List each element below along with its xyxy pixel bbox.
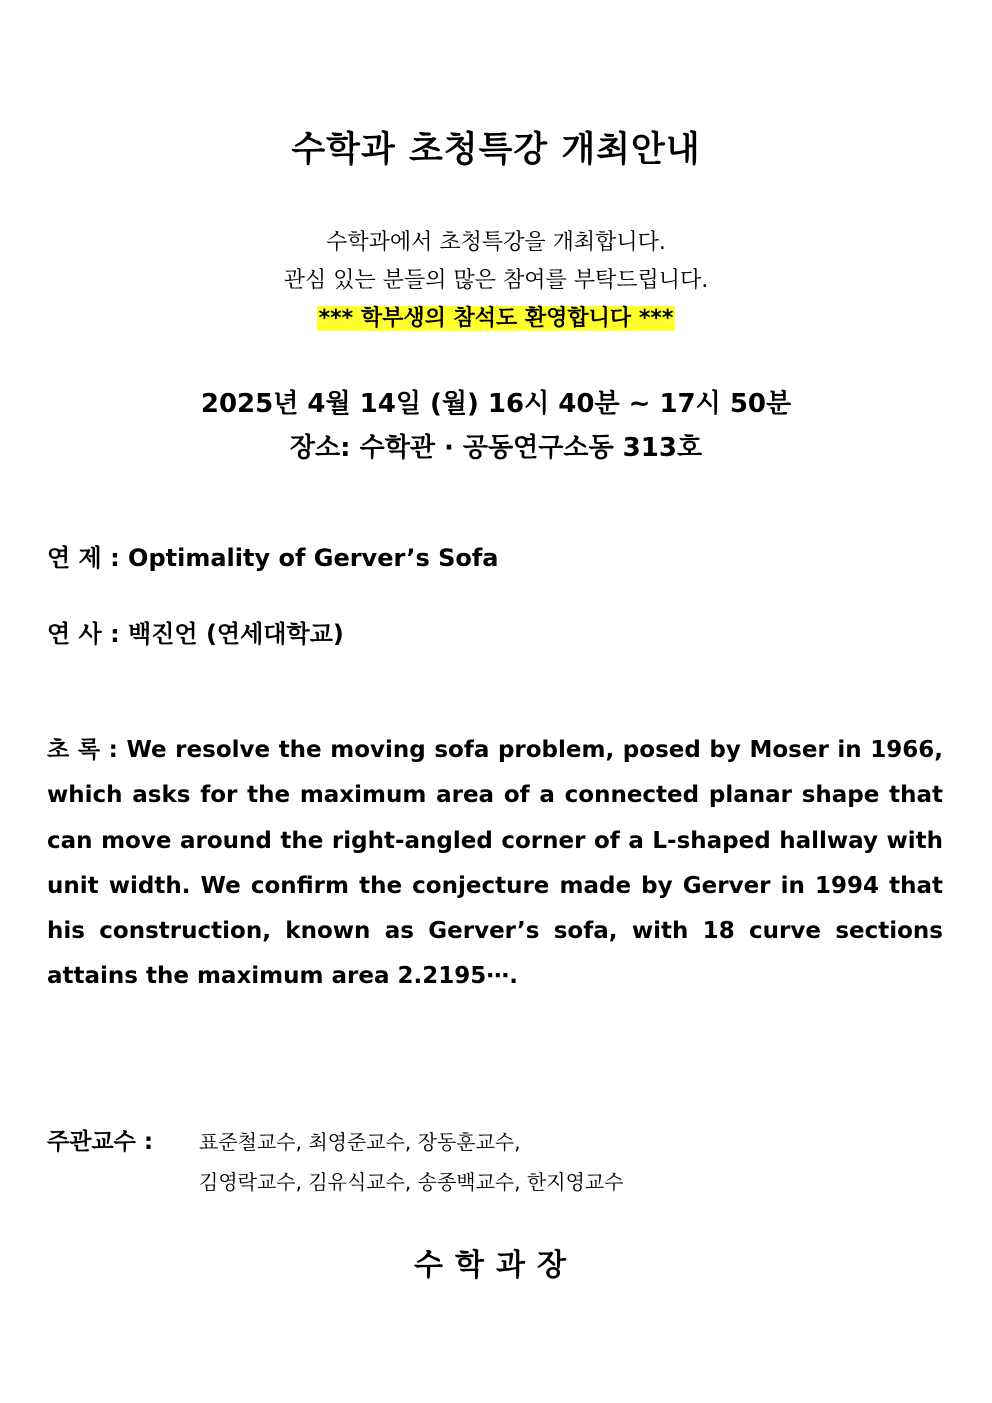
speaker-name: 백진언 (연세대학교) — [128, 620, 344, 648]
intro-highlight-line — [0, 300, 992, 338]
organizers-label: 주관교수 : — [47, 1129, 154, 1155]
speaker-label: 연 사 : — [47, 620, 129, 648]
intro-line-1: 수학과에서 초청특강을 개최합니다. — [326, 230, 666, 255]
schedule-block — [0, 382, 992, 470]
intro-highlight: *** 학부생의 참석도 환영합니다 *** — [318, 306, 674, 331]
talk-title-label: 연 제 : — [47, 544, 129, 572]
page-title: 수학과 초청특강 개최안내 — [291, 130, 701, 170]
organizers-line-1 — [47, 1122, 624, 1162]
signature: 수학과장 — [414, 1248, 578, 1283]
abstract-block — [47, 728, 943, 1000]
talk-title-row — [47, 540, 499, 576]
intro-line-2: 관심 있는 분들의 많은 참여를 부탁드립니다. — [283, 268, 709, 293]
organizers-block — [47, 1122, 624, 1202]
organizers-names-2: 김영락교수, 김유식교수, 송종백교수, 한지영교수 — [199, 1170, 624, 1194]
abstract-text: We resolve the moving sofa problem, posed by Moser in 1966, which asks for the maximum area of a connected planar shape that can move around the right-angled corner of a L-shaped hallway with unit width. We confirm the conjecture made by Gerver in 1994 that his construction, known as Gerver’s sofa, with 18 curve sections attains the maximum area 2.2195⋯. — [47, 737, 943, 990]
event-datetime: 2025년 4월 14일 (월) 16시 40분 ~ 17시 50분 — [200, 389, 792, 419]
event-location: 장소: 수학관 · 공동연구소동 313호 — [289, 433, 703, 463]
abstract-label: 초 록 : — [47, 737, 127, 763]
speaker-row — [47, 616, 344, 652]
intro-block — [0, 224, 992, 338]
talk-title: Optimality of Gerver’s Sofa — [128, 544, 499, 572]
organizers-names-1: 표준철교수, 최영준교수, 장동훈교수, — [199, 1130, 521, 1154]
